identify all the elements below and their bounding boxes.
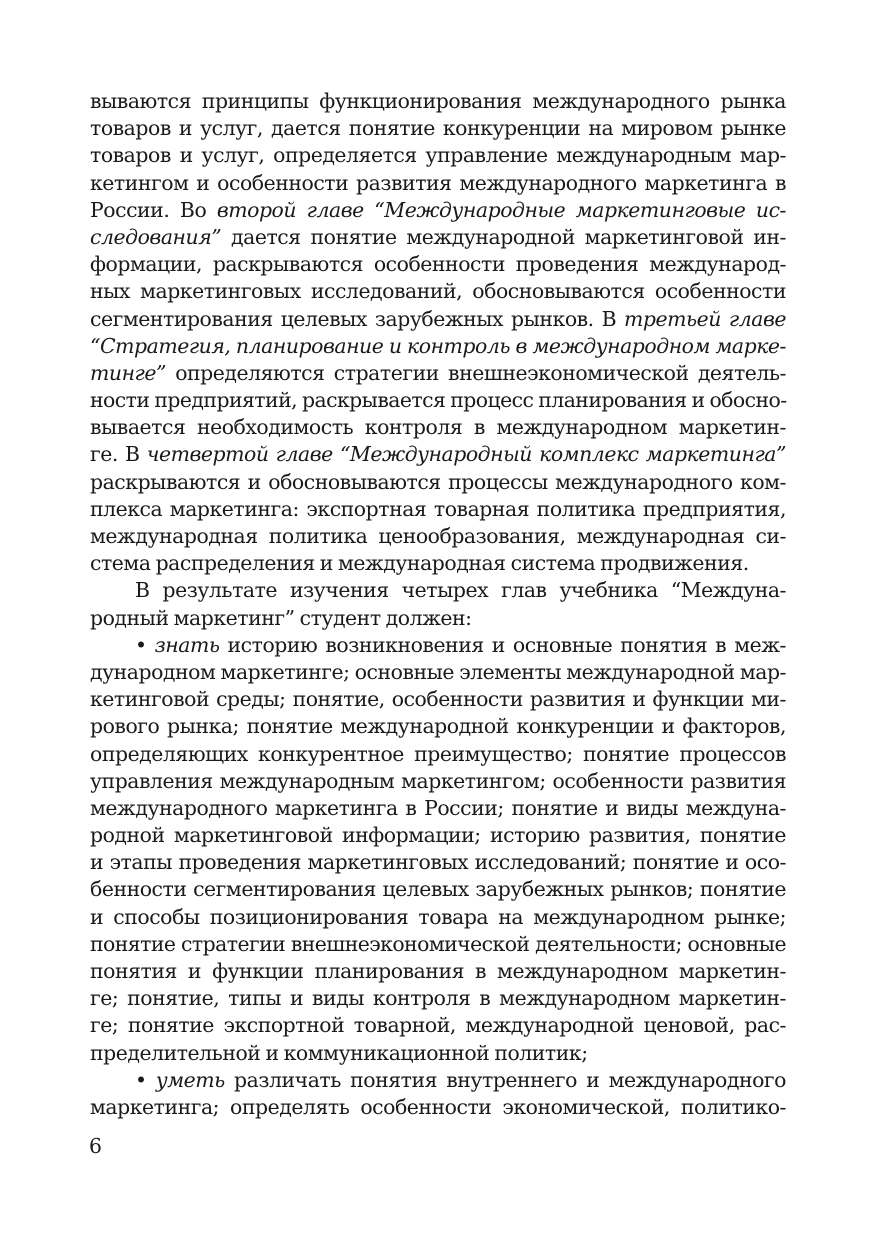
text-line — [90, 88, 786, 115]
text-line — [90, 224, 786, 251]
text-segment: международная политика ценообразования, международная си- — [90, 524, 786, 548]
text-segment: товаров и услуг, определяется управление международным мар- — [90, 143, 786, 168]
page-body-text — [90, 88, 786, 1121]
text-segment: бенности сегментирования целевых зарубежных рынков; понятие — [90, 877, 786, 902]
text-line — [90, 931, 786, 958]
text-line — [90, 115, 786, 142]
text-segment: товаров и услуг, дается понятие конкуренции на мировом рынке — [90, 116, 786, 141]
text-segment: вываются принципы функционирования международного рынка — [90, 89, 786, 113]
text-line — [90, 1094, 786, 1121]
text-line — [90, 686, 786, 713]
italic-text-segment: уметь — [155, 1067, 225, 1092]
text-line — [90, 605, 786, 632]
text-segment: историю возникновения и основные понятия в меж- — [219, 632, 787, 657]
text-line — [90, 441, 786, 468]
text-line — [90, 387, 786, 414]
text-line — [90, 251, 786, 278]
italic-text-segment: знать — [154, 632, 220, 657]
text-line — [90, 469, 786, 496]
text-segment: рового рынка; понятие международной конкуренции и факторов, — [90, 714, 786, 739]
text-segment: кетингом и особенности развития международного маркетинга в — [90, 170, 786, 195]
text-segment: кетинговой среды; понятие, особенности развития и функции ми- — [90, 687, 786, 712]
text-segment: формации, раскрываются особенности проведения международ- — [90, 252, 786, 277]
text-segment: ности предприятий, раскрывается процесс планирования и обосно- — [90, 388, 787, 413]
text-segment: управления международным маркетингом; особенности развития — [90, 768, 786, 793]
text-line — [90, 1012, 786, 1039]
text-line — [90, 577, 786, 604]
text-segment: определяющих конкурентное преимущество; понятие процессов — [90, 741, 786, 766]
text-line — [90, 496, 786, 523]
text-segment: международного маркетинга в России; понятие и виды междуна- — [90, 795, 786, 820]
text-line — [90, 197, 786, 224]
text-segment: вывается необходимость контроля в международном маркетин- — [90, 415, 786, 440]
text-segment: понятие стратегии внешнеэкономической деятельности; основные — [90, 931, 786, 956]
text-line — [90, 985, 786, 1012]
text-segment: В результате изучения четырех глав учебника “Междуна- — [135, 578, 786, 603]
text-line — [90, 170, 786, 197]
text-segment: сегментирования целевых зарубежных рынков. В — [90, 306, 625, 331]
text-line — [90, 142, 786, 169]
text-segment: пределительной и коммуникационной политик; — [90, 1040, 588, 1065]
text-segment: определяются стратегии внешнеэкономической деятель- — [166, 360, 786, 385]
text-line — [90, 414, 786, 441]
text-line — [90, 550, 786, 577]
italic-text-segment: тинге” — [90, 360, 166, 385]
text-line — [90, 904, 786, 931]
text-segment: родной маркетинговой информации; историю развития, понятие — [90, 823, 786, 848]
text-line — [90, 768, 786, 795]
text-segment: родный маркетинг” студент должен: — [90, 605, 472, 630]
italic-text-segment: следования” — [90, 224, 222, 249]
text-segment: • — [135, 632, 155, 657]
text-line — [90, 632, 786, 659]
text-segment: России. Во — [90, 197, 217, 222]
text-line — [90, 876, 786, 903]
italic-text-segment: третьей главе — [624, 306, 786, 331]
text-segment: стема распределения и международная система продвижения. — [90, 551, 749, 576]
text-segment: и способы позиционирования товара на международном рынке; — [90, 904, 786, 929]
text-line — [90, 741, 786, 768]
text-line — [90, 523, 786, 550]
text-line — [90, 306, 786, 333]
text-segment: ге; понятие экспортной товарной, международной ценовой, рас- — [90, 1013, 786, 1038]
text-segment: ных маркетинговых исследований, обосновываются особенности — [90, 279, 786, 304]
text-line — [90, 360, 786, 387]
text-line — [90, 1067, 786, 1094]
text-segment: дается понятие международной маркетинговой ин- — [221, 224, 786, 249]
text-segment: понятия и функции планирования в международном маркетин- — [90, 959, 786, 983]
text-segment: и этапы проведения маркетинговых исследований; понятие и осо- — [90, 850, 786, 875]
text-segment: • — [135, 1067, 156, 1092]
text-line — [90, 713, 786, 740]
text-segment: ге; понятие, типы и виды контроля в международном маркетин- — [90, 986, 786, 1011]
italic-text-segment: второй главе “Международные маркетинговые ис- — [216, 197, 786, 222]
text-line — [90, 278, 786, 305]
text-line — [90, 958, 786, 985]
text-segment: ге. В — [90, 442, 147, 467]
text-line — [90, 333, 786, 360]
text-segment: маркетинга; определять особенности экономической, политико- — [90, 1094, 786, 1119]
text-segment: дународном маркетинге; основные элементы международной мар- — [90, 659, 786, 684]
text-line — [90, 849, 786, 876]
page-number: 6 — [89, 1134, 102, 1158]
text-line — [90, 822, 786, 849]
text-segment: плекса маркетинга: экспортная товарная политика предприятия, — [90, 496, 786, 521]
text-line — [90, 659, 786, 686]
text-line — [90, 1040, 786, 1067]
italic-text-segment: четвертой главе “Международный комплекс маркетинга” — [146, 442, 786, 467]
text-segment: раскрываются и обосновываются процессы международного ком- — [90, 469, 786, 494]
text-segment: различать понятия внутреннего и международного — [224, 1067, 786, 1092]
text-line — [90, 795, 786, 822]
italic-text-segment: “Стратегия, планирование и контроль в международном марке- — [90, 333, 786, 358]
